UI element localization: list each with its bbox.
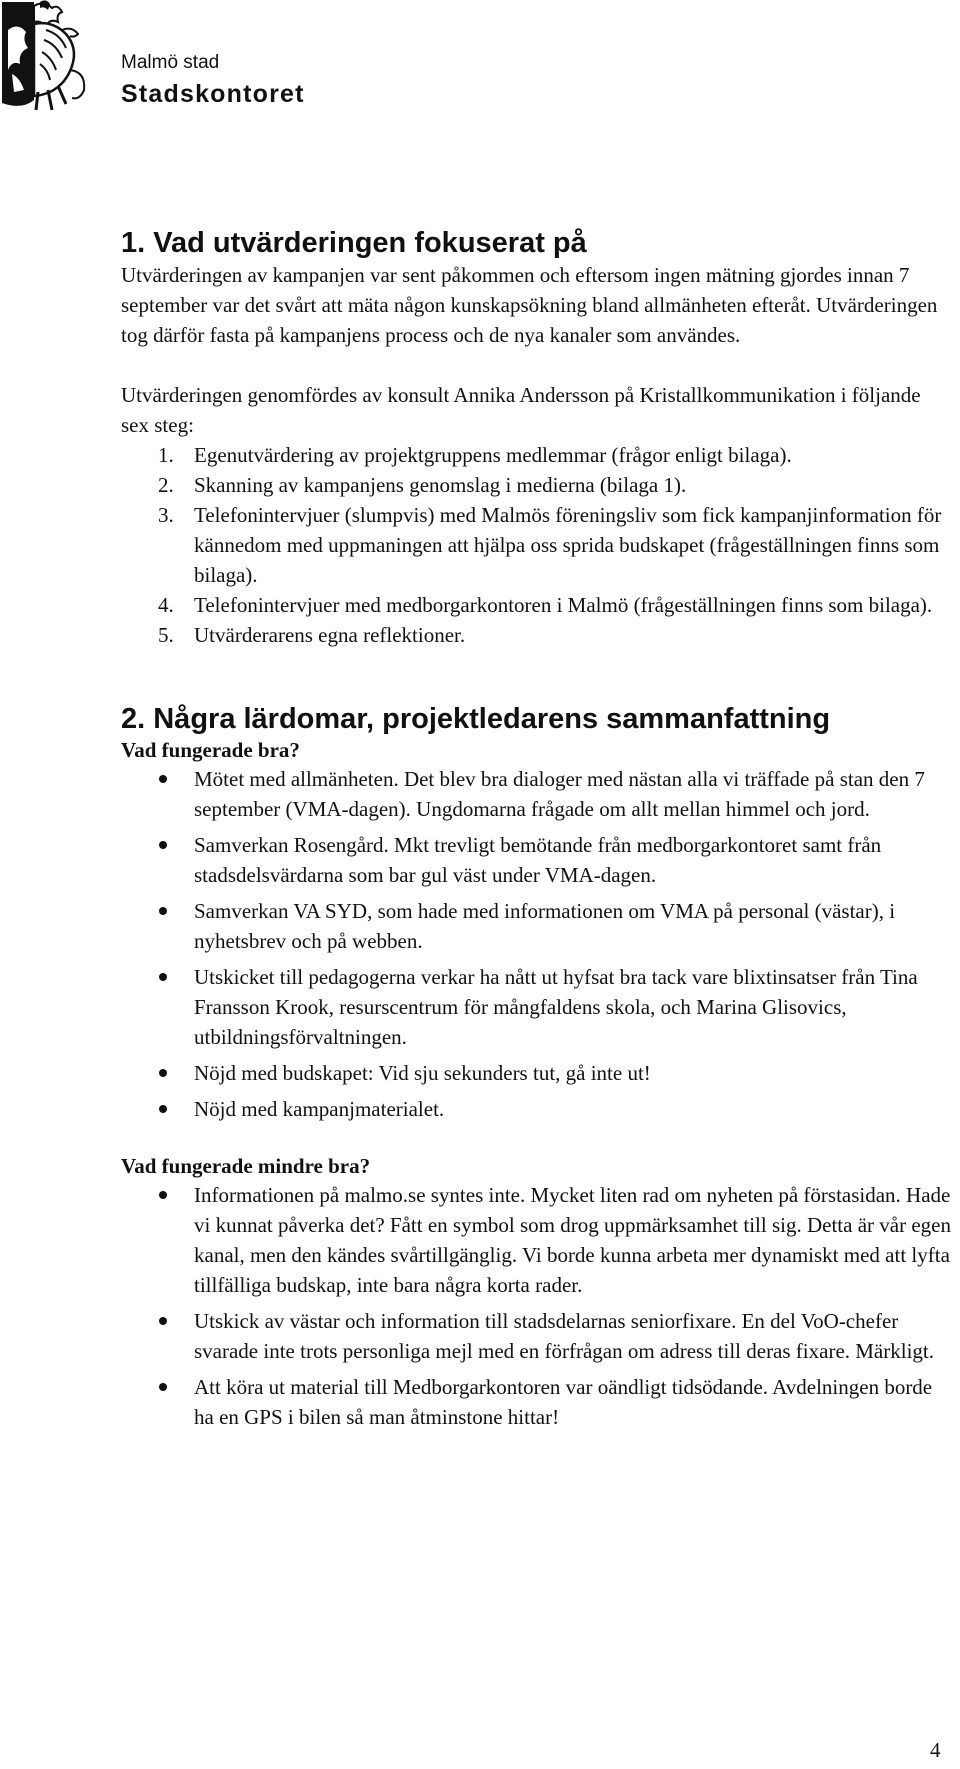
list-item bbox=[112, 1094, 951, 1124]
bullet-icon bbox=[159, 907, 167, 915]
department-name: Stadskontoret bbox=[121, 80, 305, 108]
list-item-text: Att köra ut material till Medborgarkontoren var oändligt tidsödande. Avdelningen borde ha en GPS i bilen så man åtminstone hittar! bbox=[194, 1375, 933, 1429]
bullet-icon bbox=[159, 1317, 167, 1325]
step-text: Egenutvärdering av projektgruppens medlemmar (frågor enligt bilaga). bbox=[194, 443, 792, 467]
malmo-coat-of-arms-logo bbox=[0, 0, 110, 114]
step-text: Telefonintervjuer med medborgarkontoren i Malmö (frågeställningen finns som bilaga). bbox=[194, 593, 933, 617]
bullet-icon bbox=[159, 1069, 167, 1077]
page-number: 4 bbox=[930, 1738, 941, 1762]
list-item-text: Samverkan VA SYD, som hade med informationen om VMA på personal (västar), i nyhetsbrev och på webben. bbox=[194, 899, 896, 953]
list-item bbox=[112, 830, 951, 890]
document-header bbox=[0, 0, 400, 120]
section-1-paragraph-2: Utvärderingen genomfördes av konsult Annika Andersson på Kristallkommunikation i följande sex steg: bbox=[121, 383, 921, 437]
bullet-icon bbox=[159, 1383, 167, 1391]
step-number: 5. bbox=[158, 623, 174, 647]
step-number: 1. bbox=[158, 443, 174, 467]
list-item bbox=[112, 500, 951, 590]
list-item bbox=[112, 470, 951, 500]
list-item bbox=[112, 440, 951, 470]
step-text: Utvärderarens egna reflektioner. bbox=[194, 623, 466, 647]
what-worked-less-heading: Vad fungerade mindre bra? bbox=[121, 1154, 371, 1178]
step-number: 4. bbox=[158, 593, 174, 617]
bullet-icon bbox=[159, 1105, 167, 1113]
document-body bbox=[121, 226, 951, 1438]
bullet-icon bbox=[159, 841, 167, 849]
list-item bbox=[112, 896, 951, 956]
list-item bbox=[112, 620, 951, 650]
bullet-icon bbox=[159, 1191, 167, 1199]
list-item-text: Mötet med allmänheten. Det blev bra dialoger med nästan alla vi träffade på stan den 7 september (VMA-dagen). Ungdomarna frågade om allt mellan himmel och jord. bbox=[194, 767, 925, 821]
what-worked-less-list bbox=[121, 1180, 951, 1432]
list-item-text: Utskicket till pedagogerna verkar ha nått ut hyfsat bra tack vare blixtinsatser från Tina Fransson Krook, resurscentrum för mångfaldens skola, och Marina Glisovics, utbildningsförvaltningen. bbox=[194, 965, 918, 1049]
what-worked-list bbox=[121, 764, 951, 1124]
step-text: Skanning av kampanjens genomslag i medierna (bilaga 1). bbox=[194, 473, 687, 497]
list-item bbox=[112, 1372, 951, 1432]
step-number: 2. bbox=[158, 473, 174, 497]
list-item bbox=[112, 962, 951, 1052]
list-item-text: Utskick av västar och information till stadsdelarnas seniorfixare. En del VoO-chefer svarade inte trots personliga mejl med en förfrågan om adress till deras fixare. Märkligt. bbox=[194, 1309, 935, 1363]
section-1-heading: 1. Vad utvärderingen fokuserat på bbox=[121, 227, 587, 259]
list-item-text: Samverkan Rosengård. Mkt trevligt bemötande från medborgarkontoret samt från stadsdelsvärdarna som bar gul väst under VMA-dagen. bbox=[194, 833, 882, 887]
what-worked-heading: Vad fungerade bra? bbox=[121, 738, 300, 762]
bullet-icon bbox=[159, 775, 167, 783]
evaluation-steps-list bbox=[121, 440, 951, 650]
list-item bbox=[112, 1058, 951, 1088]
org-name: Malmö stad bbox=[121, 52, 220, 73]
list-item-text: Nöjd med kampanjmaterialet. bbox=[194, 1097, 445, 1121]
list-item bbox=[112, 764, 951, 824]
bullet-icon bbox=[159, 973, 167, 981]
step-number: 3. bbox=[158, 503, 174, 527]
list-item bbox=[112, 590, 951, 620]
list-item-text: Informationen på malmo.se syntes inte. Mycket liten rad om nyheten på förstasidan. Hade vi kunnat påverka det? Fått en symbol som drog uppmärksamhet till sig. Detta är vår egen kanal, men den kändes svårtillgänglig. Vi borde kunna arbeta mer dynamiskt med att lyfta tillfälliga budskap, inte bara några korta rader. bbox=[194, 1183, 951, 1297]
step-text: Telefonintervjuer (slumpvis) med Malmös föreningsliv som fick kampanjinformation för kännedom med uppmaningen att hjälpa oss sprida budskapet (frågeställningen finns som bilaga). bbox=[194, 503, 942, 587]
list-item-text: Nöjd med budskapet: Vid sju sekunders tut, gå inte ut! bbox=[194, 1061, 651, 1085]
section-1-paragraph-1: Utvärderingen av kampanjen var sent påkommen och eftersom ingen mätning gjordes innan 7 september var det svårt att mäta någon kunskapsökning bland allmänheten efteråt. Utvärderingen tog därför fasta på kampanjens process och de nya kanaler som användes. bbox=[121, 263, 938, 347]
list-item bbox=[112, 1306, 951, 1366]
section-2-heading: 2. Några lärdomar, projektledarens sammanfattning bbox=[121, 703, 831, 735]
list-item bbox=[112, 1180, 951, 1300]
